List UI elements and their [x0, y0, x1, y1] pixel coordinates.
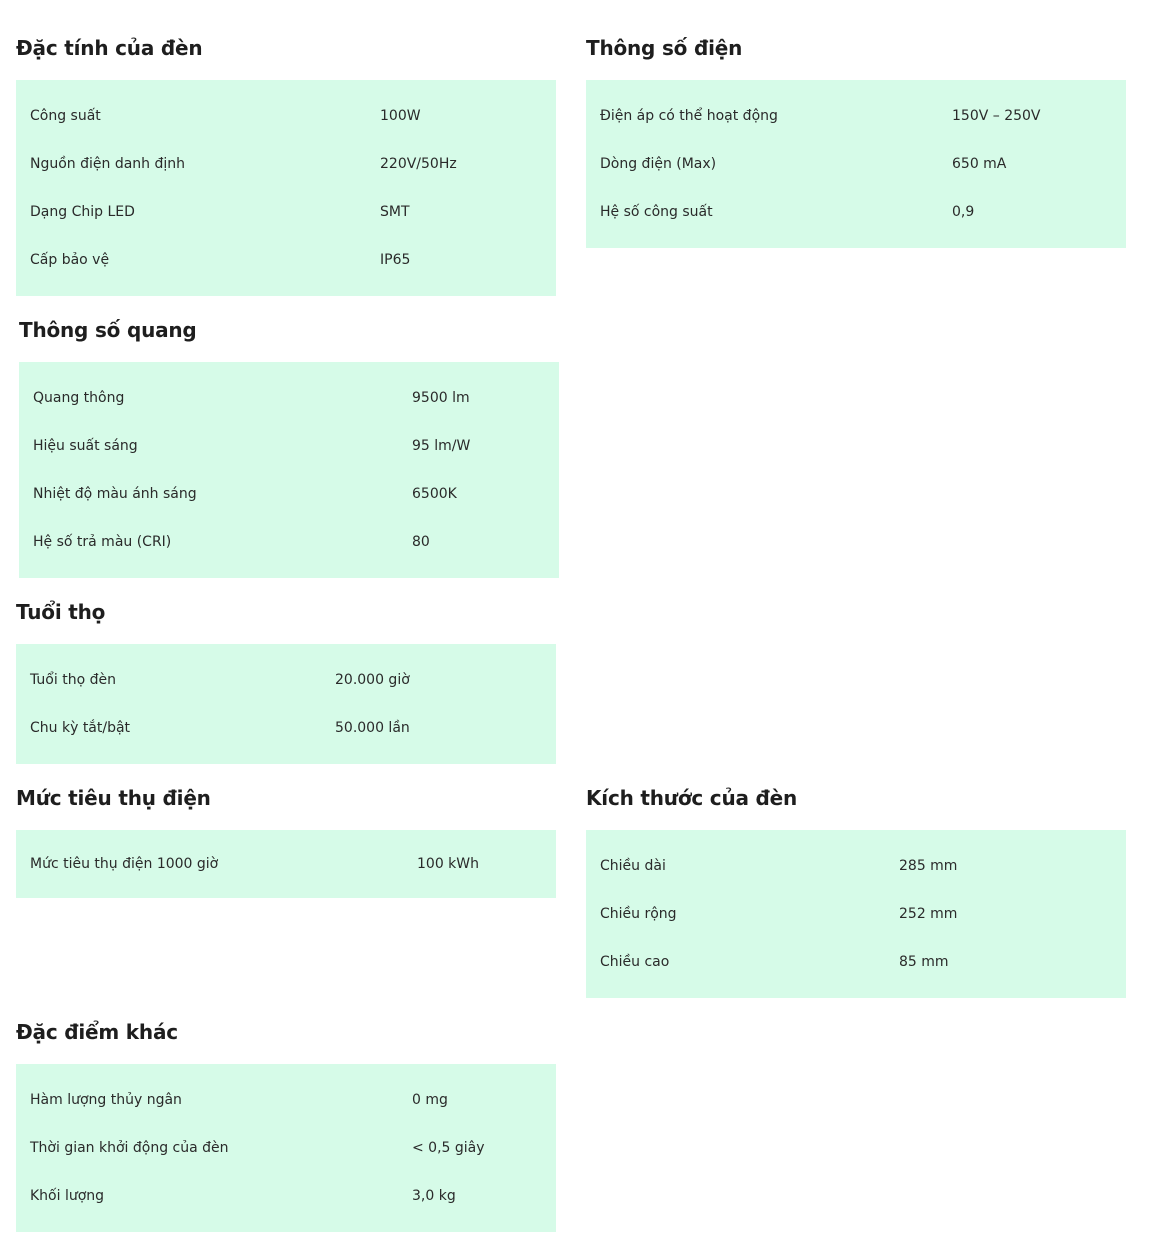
section-electrical-specs — [586, 35, 1126, 220]
spec-table — [16, 80, 556, 296]
row-value: 150V – 250V — [952, 108, 1041, 124]
row-value: 650 mA — [952, 156, 1007, 172]
row-value: 50.000 lần — [335, 720, 410, 736]
spec-table — [19, 362, 559, 578]
table-row — [33, 470, 545, 518]
table-row — [600, 92, 1112, 140]
row-label: Hệ số công suất — [600, 204, 713, 220]
row-value: 95 lm/W — [412, 438, 471, 454]
table-row — [600, 188, 1112, 236]
table-row — [30, 704, 542, 752]
row-label: Hiệu suất sáng — [33, 438, 138, 454]
table-row — [30, 840, 542, 888]
row-label: Mức tiêu thụ điện 1000 giờ — [30, 856, 219, 872]
row-label: Chiều rộng — [600, 906, 677, 922]
section-title: Tuổi thọ — [16, 600, 106, 624]
spec-table — [16, 1064, 556, 1232]
row-value: < 0,5 giây — [412, 1140, 485, 1156]
row-value: 9500 lm — [412, 390, 470, 406]
row-value: 285 mm — [899, 858, 958, 874]
spec-table — [586, 80, 1126, 248]
row-label: Nguồn điện danh định — [30, 156, 186, 172]
table-row — [30, 1172, 542, 1220]
spec-table — [16, 830, 556, 898]
row-label: Tuổi thọ đèn — [30, 672, 116, 688]
table-row — [33, 374, 545, 422]
row-label: Chiều cao — [600, 954, 670, 970]
section-lifespan — [16, 599, 556, 736]
table-row — [30, 236, 542, 284]
row-value: 3,0 kg — [412, 1188, 456, 1204]
row-label: Hệ số trả màu (CRI) — [33, 534, 172, 550]
section-power-consumption — [16, 785, 556, 872]
table-row — [600, 842, 1112, 890]
section-other-features — [16, 1019, 556, 1204]
table-row — [600, 938, 1112, 986]
row-label: Dạng Chip LED — [30, 204, 135, 220]
section-title: Đặc điểm khác — [16, 1020, 178, 1044]
row-label: Thời gian khởi động của đèn — [30, 1140, 229, 1156]
row-label: Khối lượng — [30, 1188, 105, 1204]
table-row — [30, 656, 542, 704]
table-row — [600, 140, 1112, 188]
table-row — [30, 1124, 542, 1172]
row-value: 220V/50Hz — [380, 156, 457, 172]
table-row — [30, 188, 542, 236]
row-value: 6500K — [412, 486, 457, 502]
table-row — [33, 518, 545, 566]
section-optical-specs — [19, 317, 559, 550]
row-value: IP65 — [380, 252, 411, 268]
section-lamp-dimensions — [586, 785, 1126, 970]
section-title: Mức tiêu thụ điện — [16, 786, 211, 810]
table-row — [33, 422, 545, 470]
row-value: 85 mm — [899, 954, 949, 970]
row-value: 0 mg — [412, 1092, 448, 1108]
section-title: Thông số điện — [586, 36, 743, 60]
row-label: Công suất — [30, 108, 101, 124]
section-lamp-characteristics — [16, 35, 556, 268]
row-value: 0,9 — [952, 204, 975, 220]
row-value: 20.000 giờ — [335, 672, 410, 688]
row-value: 100W — [380, 108, 421, 124]
row-value: 80 — [412, 534, 430, 550]
row-label: Chiều dài — [600, 858, 666, 874]
row-label: Cấp bảo vệ — [30, 252, 110, 268]
row-label: Điện áp có thể hoạt động — [600, 108, 778, 124]
section-title: Thông số quang — [19, 318, 197, 342]
row-value: 252 mm — [899, 906, 958, 922]
section-title: Kích thước của đèn — [586, 786, 798, 810]
row-label: Nhiệt độ màu ánh sáng — [33, 486, 197, 502]
table-row — [30, 140, 542, 188]
spec-table — [586, 830, 1126, 998]
spec-table — [16, 644, 556, 764]
row-label: Chu kỳ tắt/bật — [30, 720, 131, 736]
row-value: SMT — [380, 204, 410, 220]
table-row — [30, 92, 542, 140]
section-title: Đặc tính của đèn — [16, 36, 203, 60]
row-label: Hàm lượng thủy ngân — [30, 1092, 182, 1108]
row-label: Dòng điện (Max) — [600, 156, 717, 172]
row-label: Quang thông — [33, 390, 125, 406]
table-row — [30, 1076, 542, 1124]
table-row — [600, 890, 1112, 938]
row-value: 100 kWh — [417, 856, 479, 872]
